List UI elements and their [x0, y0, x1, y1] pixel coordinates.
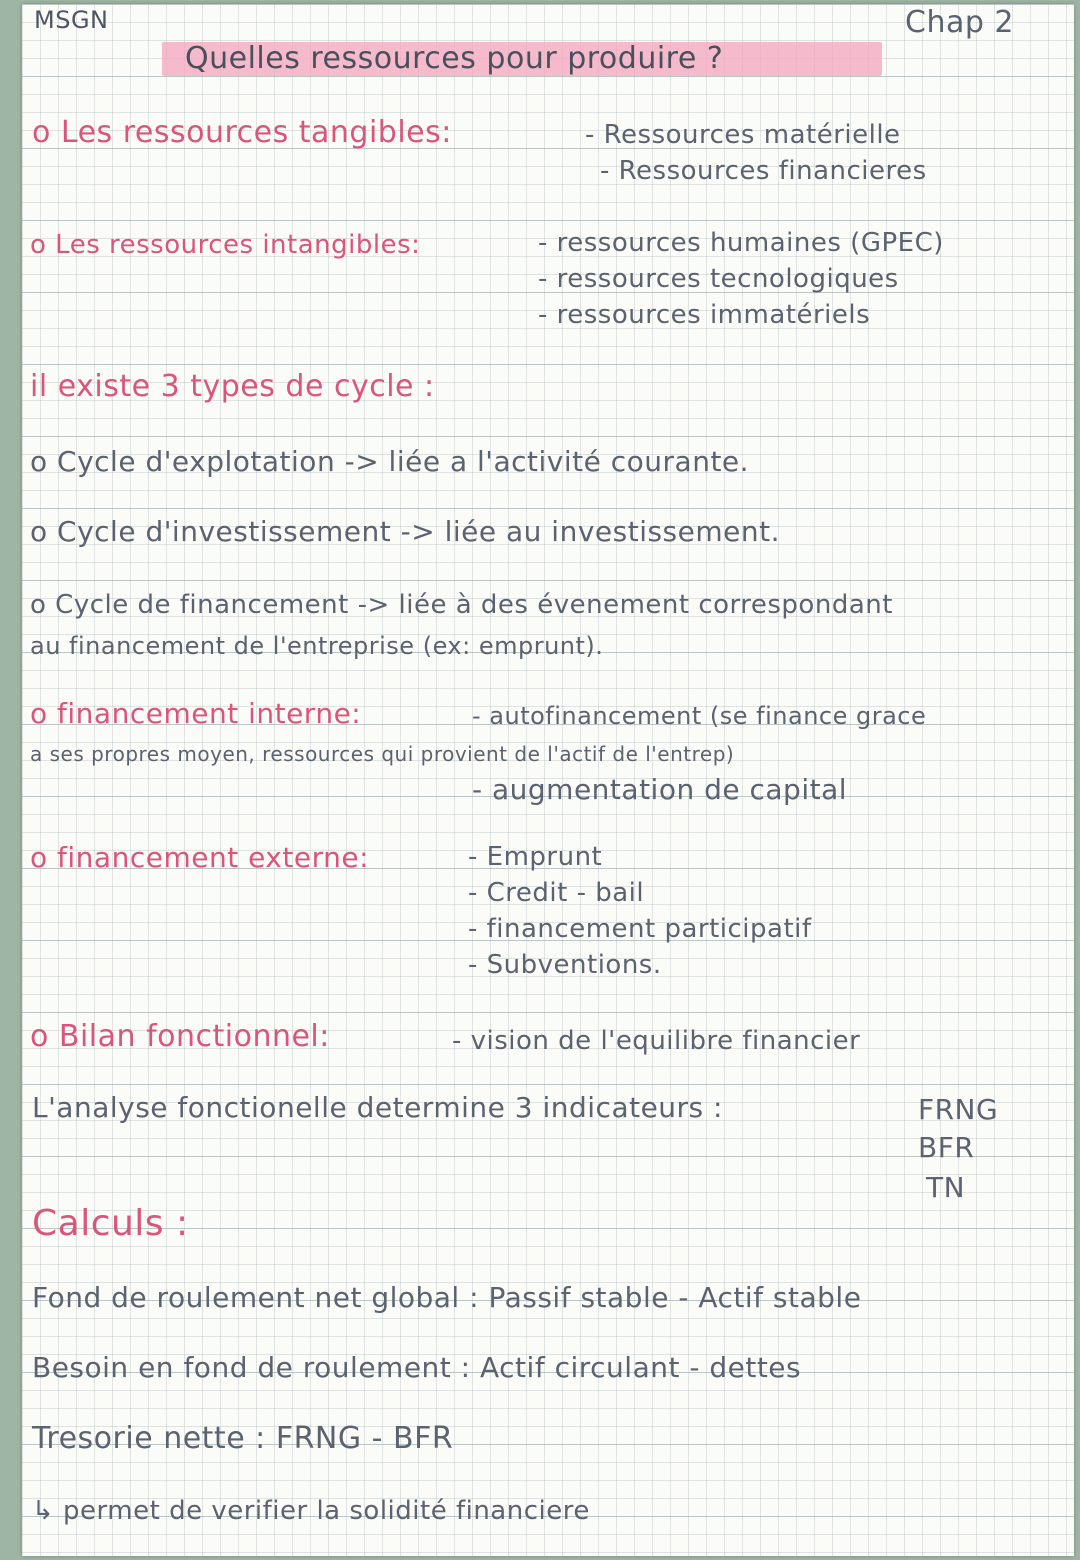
fin-interne-item: - autofinancement (se finance grace	[472, 702, 927, 730]
calculs-heading: Calculs :	[32, 1203, 189, 1244]
fin-interne-label: o financement interne:	[30, 697, 362, 730]
intangibles-item: - ressources humaines (GPEC)	[538, 228, 944, 258]
course-code: MSGN	[34, 6, 109, 34]
fin-interne-item-cont: a ses propres moyen, ressources qui provient de l'actif de l'entrep)	[30, 742, 735, 766]
fin-externe-item: - Subventions.	[468, 950, 662, 980]
cycle-line: o Cycle d'explotation -> liée a l'activité courante.	[30, 445, 750, 478]
tangibles-item: - Ressources matérielle	[585, 120, 901, 150]
fin-interne-item: - augmentation de capital	[472, 773, 848, 806]
analyse-text: L'analyse fonctionelle determine 3 indicateurs :	[32, 1091, 723, 1124]
indicator-tn: TN	[926, 1171, 966, 1204]
intangibles-label: o Les ressources intangibles:	[30, 230, 421, 260]
bilan-text: - vision de l'equilibre financier	[452, 1026, 861, 1056]
page-title: Quelles ressources pour produire ?	[185, 41, 724, 76]
chapter-label: Chap 2	[905, 5, 1015, 40]
calcul-note: ↳ permet de verifier la solidité financiere	[32, 1496, 590, 1526]
cycle-line: o Cycle de financement -> liée à des évenement correspondant	[30, 590, 893, 620]
cycle-line: au financement de l'entreprise (ex: emprunt).	[30, 632, 604, 660]
fin-externe-item: - Credit - bail	[468, 878, 645, 908]
intangibles-item: - ressources tecnologiques	[538, 264, 899, 294]
indicator-bfr: BFR	[918, 1131, 975, 1164]
fin-externe-item: - financement participatif	[468, 914, 812, 944]
tangibles-item: - Ressources financieres	[600, 156, 927, 186]
cycle-line: o Cycle d'investissement -> liée au investissement.	[30, 515, 780, 548]
tangibles-label: o Les ressources tangibles:	[32, 115, 452, 150]
calcul-line: Fond de roulement net global : Passif stable - Actif stable	[32, 1281, 862, 1314]
indicator-frng: FRNG	[918, 1093, 999, 1126]
calcul-line: Besoin en fond de roulement : Actif circulant - dettes	[32, 1351, 802, 1384]
fin-externe-label: o financement externe:	[30, 841, 370, 874]
calcul-line: Tresorie nette : FRNG - BFR	[32, 1421, 454, 1456]
bilan-label: o Bilan fonctionnel:	[30, 1019, 330, 1054]
cycles-intro: il existe 3 types de cycle :	[30, 369, 435, 404]
intangibles-item: - ressources immatériels	[538, 300, 871, 330]
fin-externe-item: - Emprunt	[468, 842, 603, 872]
